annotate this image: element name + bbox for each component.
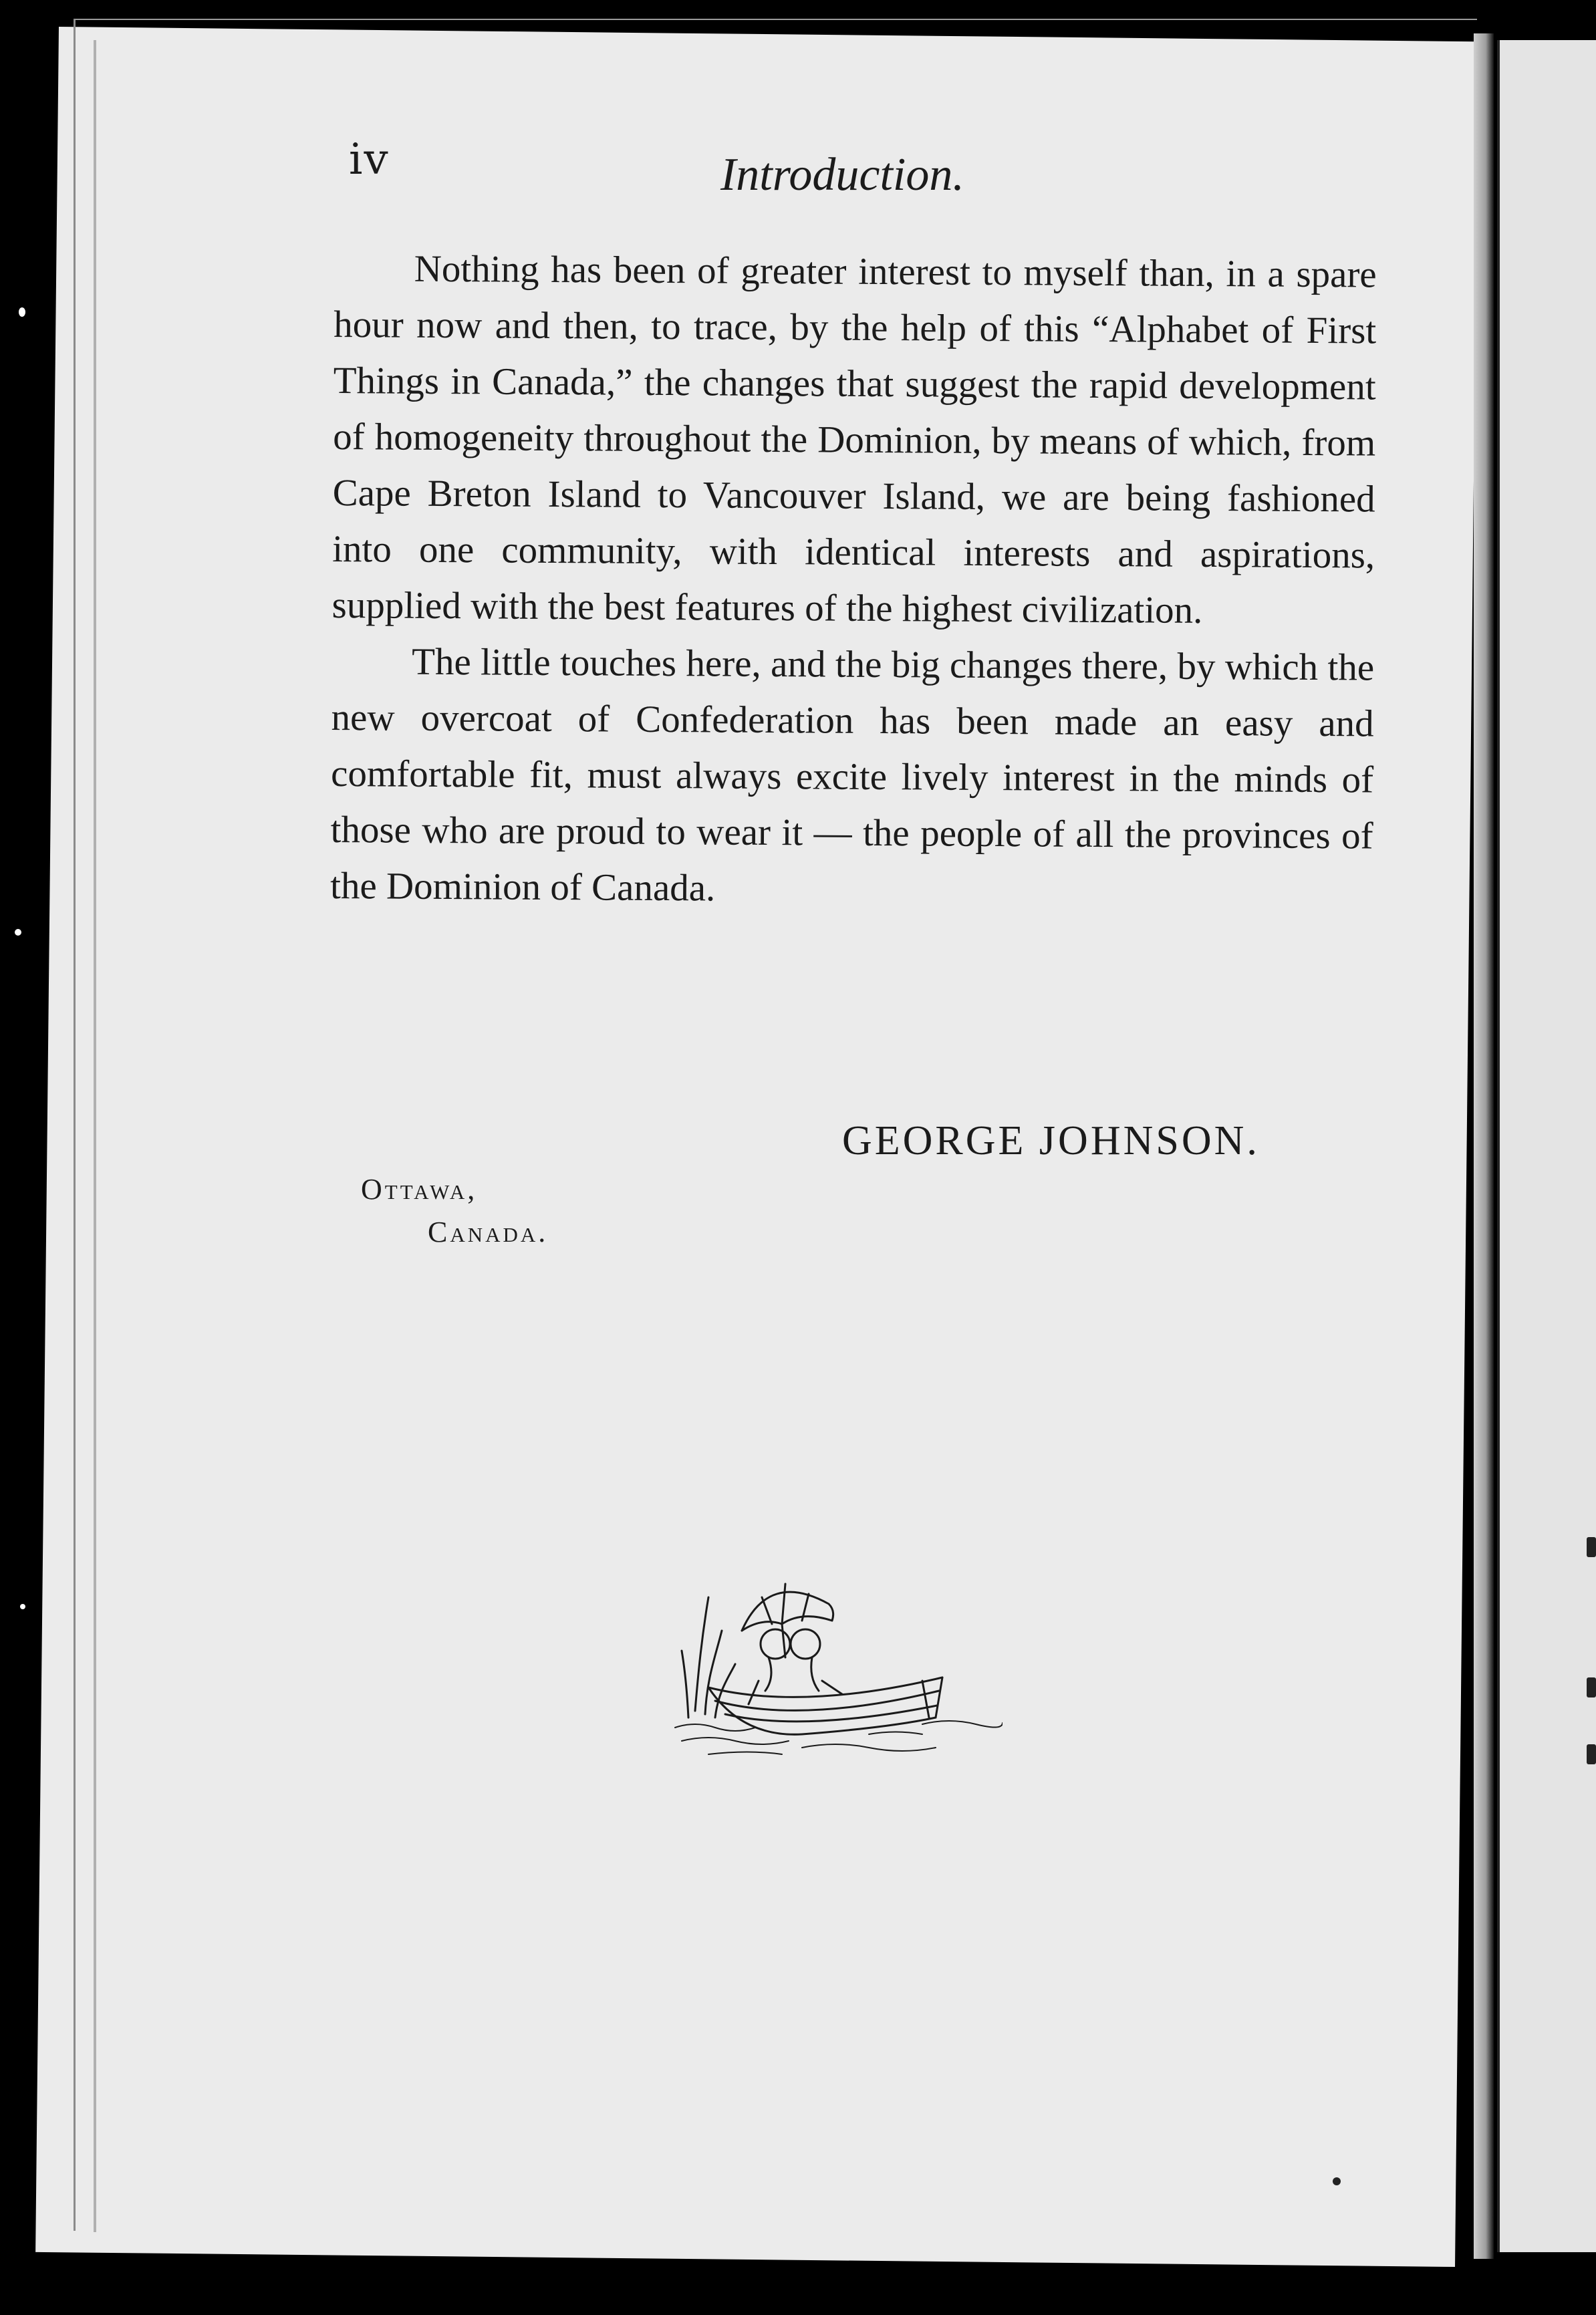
place-line-country: Canada. <box>428 1216 549 1248</box>
place-line-city: Ottawa, <box>361 1173 478 1206</box>
author-signature: GEORGE JOHNSON. <box>842 1118 1260 1164</box>
paragraph: Nothing has been of greater interest to myself than, in a spare hour now and then, to trace, by the help of this “Alphabet of First Things in Canada,” the changes that suggest the rapid development of homogeneity throughout the Dominion, by means of which, from Cape Breton Island to Vancouver Island, we are being fashioned into one community, with identical interests and aspirations, supplied with the best features of the highest civilization. <box>331 247 1377 632</box>
boat-with-children-under-umbrella-illustration <box>668 1557 1003 1771</box>
running-head: Introduction. <box>720 149 964 200</box>
paragraph: The little touches here, and the big changes there, by which the new overcoat of Confederation has been made an easy and comfortable fit, must always excite lively interest in the minds of those who are proud to wear it — the people of all the provinces of the Dominion of Canada. <box>329 640 1375 910</box>
place-dateline <box>361 1168 548 1254</box>
page-number: iv <box>349 135 390 184</box>
body-text <box>330 241 1377 921</box>
